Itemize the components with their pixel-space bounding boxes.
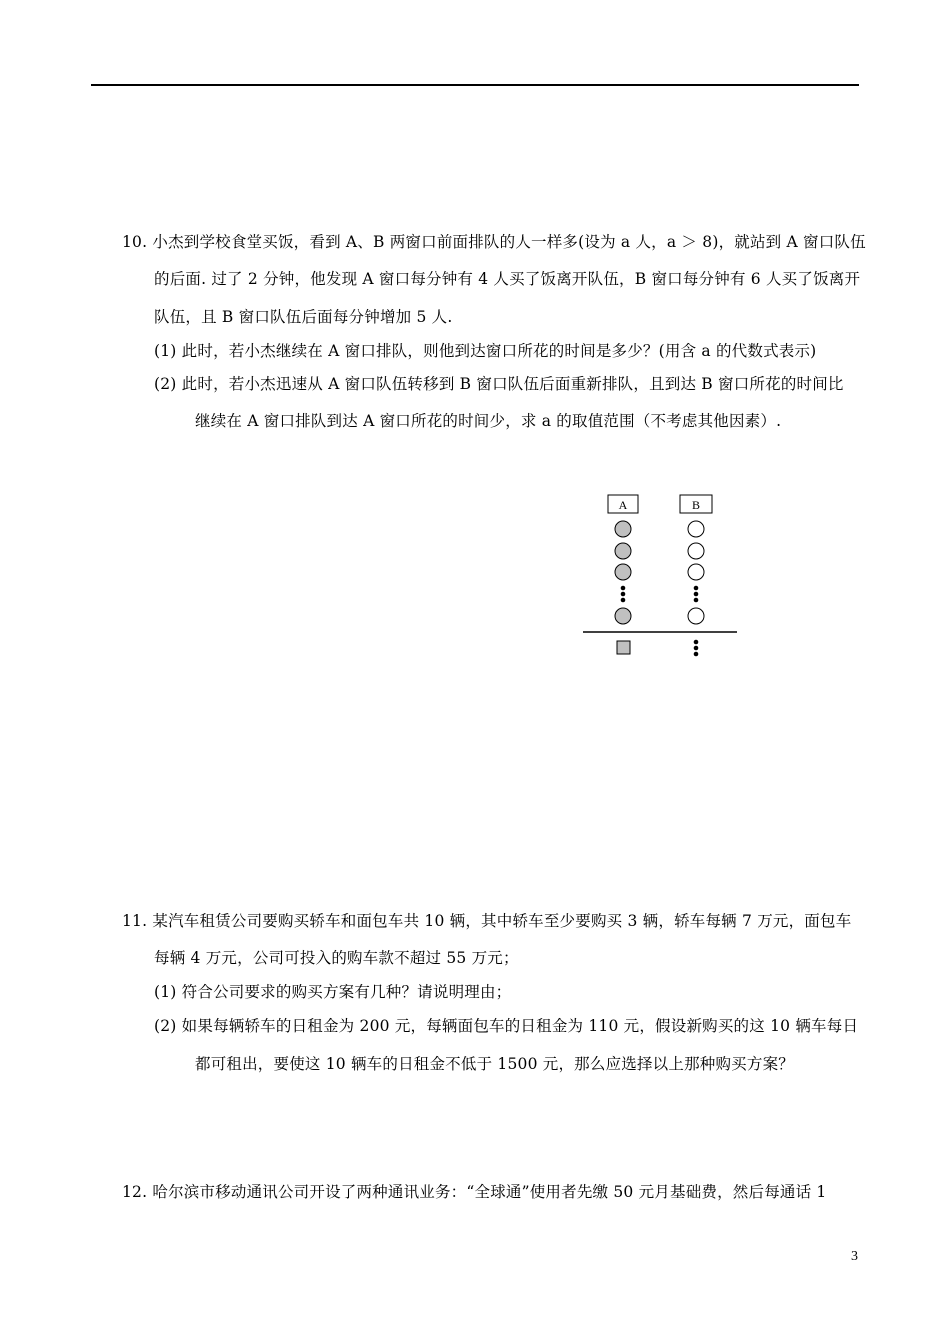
queue-b-tail-dot [694, 646, 699, 651]
page-number: 3 [851, 1249, 858, 1264]
queue-b-tail-dot [694, 652, 699, 657]
q11-line-2: 每辆 4 万元，公司可投入的购车款不超过 55 万元； [154, 949, 519, 967]
queue-b-ellipsis-dot [694, 586, 699, 591]
queue-b-tail-dot [694, 640, 699, 645]
queue-b-person [688, 564, 704, 580]
queue-b-person [688, 608, 704, 624]
q10-subquestion-2-line-1: (2) 此时，若小杰迅速从 A 窗口队伍转移到 B 窗口队伍后面重新排队，且到达 B 窗口所花的时间比 [154, 375, 844, 393]
q11-subquestion-1: (1) 符合公司要求的购买方案有几种？请说明理由； [154, 983, 512, 1001]
queue-b-ellipsis-dot [694, 592, 699, 597]
window-a-label: A [618, 498, 628, 512]
window-b-label: B [691, 498, 701, 512]
q11-subquestion-2-line-1: (2) 如果每辆轿车的日租金为 200 元，每辆面包车的日租金为 110 元，假设新购买的这 10 辆车每日 [154, 1017, 859, 1035]
queue-a-person [615, 521, 631, 537]
q10-line-1: 10. 小杰到学校食堂买饭，看到 A、B 两窗口前面排队的人一样多(设为 a 人，a ＞ 8)，就站到 A 窗口队伍 [122, 233, 866, 251]
q12-line-1: 12. 哈尔滨市移动通讯公司开设了两种通讯业务：“全球通”使用者先缴 50 元月基础费，然后每通话 1 [122, 1183, 827, 1201]
queue-a-ellipsis-dot [621, 586, 626, 591]
queue-a-person [615, 608, 631, 624]
q10-subquestion-2-line-2: 继续在 A 窗口排队到达 A 窗口所花的时间少，求 a 的取值范围（不考虑其他因素）. [195, 412, 782, 430]
q10-subquestion-1: (1) 此时，若小杰继续在 A 窗口排队，则他到达窗口所花的时间是多少？(用含 a 的代数式表示) [154, 342, 817, 360]
queue-b-person [688, 543, 704, 559]
xiaojie-square [617, 641, 630, 654]
queue-figure [580, 492, 740, 662]
q10-line-3: 队伍，且 B 窗口队伍后面每分钟增加 5 人. [154, 308, 453, 326]
q11-subquestion-2-line-2: 都可租出，要使这 10 辆车的日租金不低于 1500 元，那么应选择以上那种购买方案？ [195, 1055, 794, 1073]
queue-a-ellipsis-dot [621, 592, 626, 597]
queue-a-ellipsis-dot [621, 598, 626, 603]
header-rule [91, 84, 859, 86]
queue-a-person [615, 564, 631, 580]
q11-line-1: 11. 某汽车租赁公司要购买轿车和面包车共 10 辆，其中轿车至少要购买 3 辆，轿车每辆 7 万元，面包车 [122, 912, 852, 930]
queue-b-ellipsis-dot [694, 598, 699, 603]
queue-a-person [615, 543, 631, 559]
q10-line-2: 的后面. 过了 2 分钟，他发现 A 窗口每分钟有 4 人买了饭离开队伍，B 窗口每分钟有 6 人买了饭离开 [154, 270, 861, 288]
queue-b-person [688, 521, 704, 537]
